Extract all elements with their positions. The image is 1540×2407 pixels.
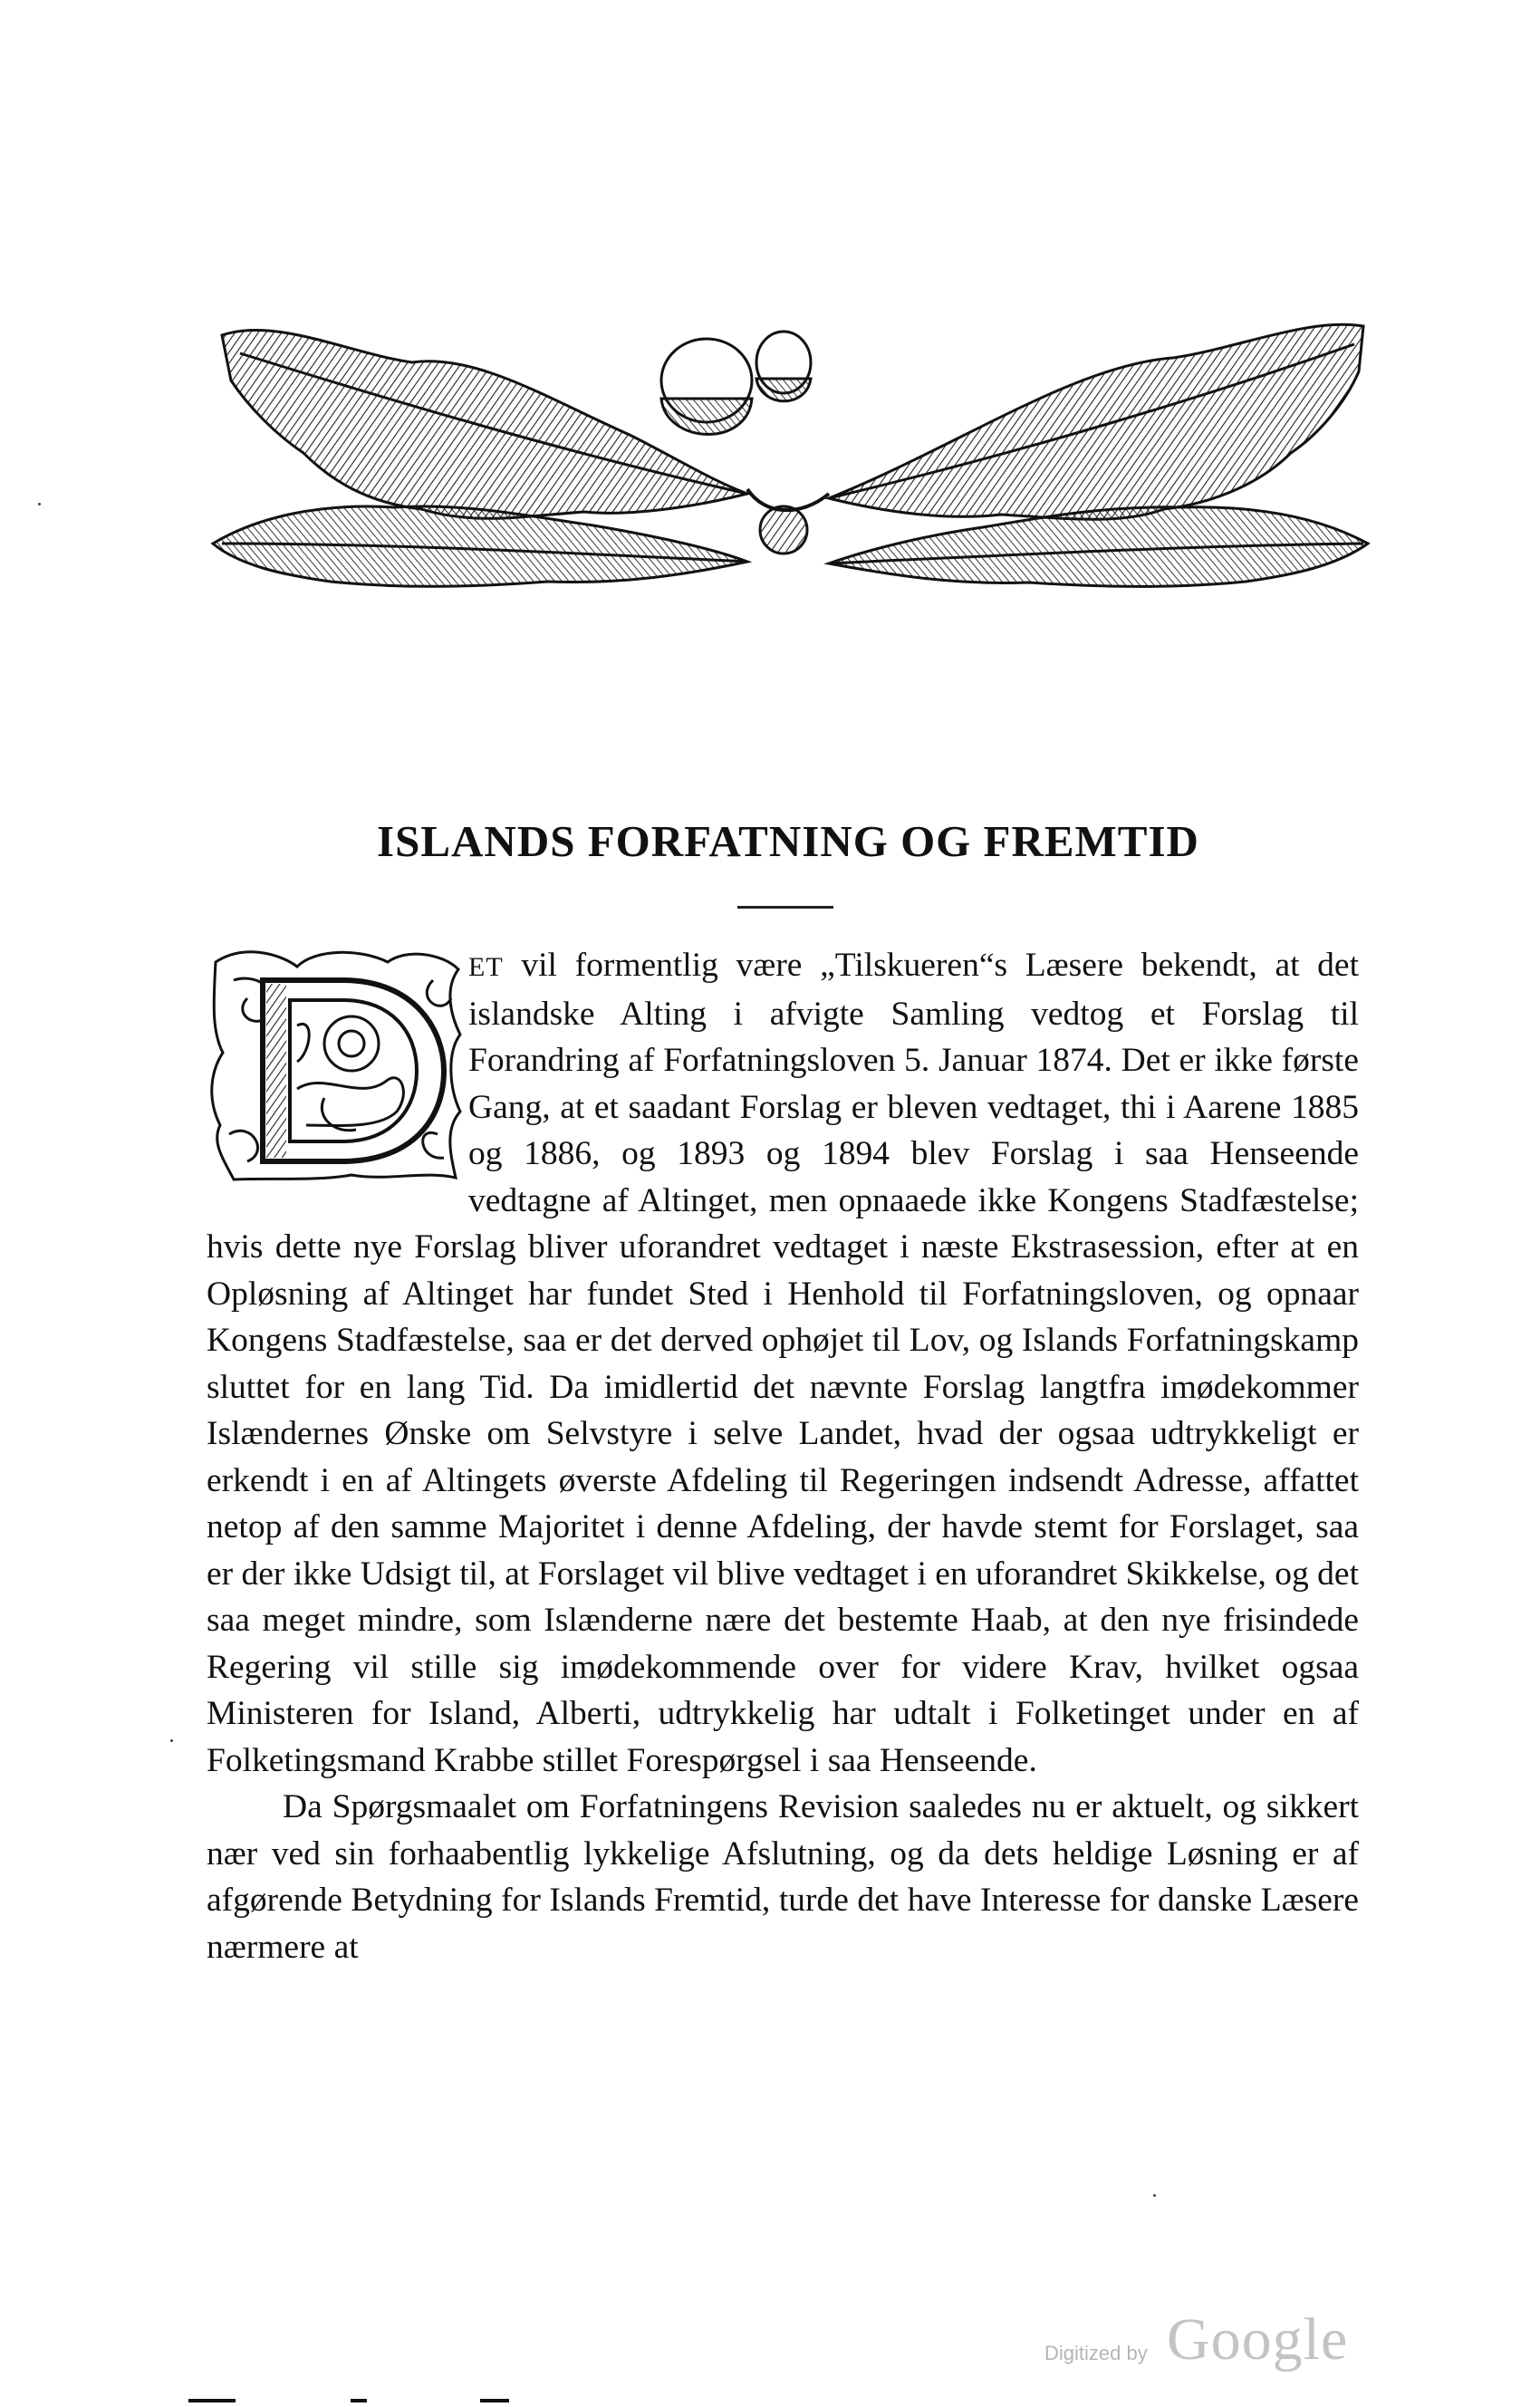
watermark-logo-text: Google (1167, 2306, 1349, 2373)
digitized-watermark (1042, 2306, 1368, 2373)
scan-speck (38, 503, 41, 505)
lead-smallcaps: ET (468, 952, 504, 982)
scan-speck (1153, 2194, 1156, 2197)
scan-speck (170, 1739, 173, 1742)
paragraph-1-text: vil formentlig være „Tilskueren“s Læsere bekendt, at det islandske Alting i afvigte Samling vedtog et Forslag til Forandring af Forfatningsloven 5. Januar 1874. Det er ikke første Gang, at et saadant Forslag er bleven vedtaget, thi i Aarene 1885 og 1886, og 1893 og 1894 blev Forslag i saa Henseende vedtagne af Altinget, men opnaaede ikke Kongens Stadfæstelse; hvis dette nye Forslag bliver uforandret vedtaget i næste Ekstrasession, efter at en Opløsning af Altinget har fundet Sted i Henhold til Forfatningsloven, og opnaar Kongens Stadfæstelse, saa er det derved ophøjet til Lov, og Islands Forfatningskamp sluttet for en lang Tid. Da imidlertid det nævnte Forslag langtfra imødekommer Islændernes Ønske om Selvstyre i selve Landet, hvad der ogsaa udtrykkeligt er erkendt i en af Altingets øverste Afdeling til Regeringen indsendt Adresse, affattet netop af den samme Majoritet i denne Afdeling, der havde stemt for Forslaget, saa er der ikke Udsigt til, at Forslaget vil blive vedtaget i en uforandret Skikkelse, og det saa meget mindre, som Islænderne nære det bestemte Haab, at den nye frisindede Regering vil stille sig imødekommende over for videre Krav, hvilket ogsaa Ministeren for Island, Alberti, udtrykkelig har udtalt i Folketinget under en af Folketingsmand Krabbe stillet Forespørgsel i saa Henseende. (207, 947, 1359, 1779)
oak-leaf-ornament (204, 299, 1372, 598)
title-rule (737, 906, 833, 909)
watermark-small-text: Digitized by (1044, 2342, 1148, 2364)
scan-edge-mark (351, 2399, 367, 2402)
paragraph-2: Da Spørgsmaalet om Forfatningens Revision saaledes nu er aktuelt, og sikkert nær ved sin forhaabentlig lykkelige Afslutning, og da dets heldige Løsning er af afgørende Betydning for Islands Fremtid, turde det have Interesse for danske Læsere nærmere at (207, 1788, 1359, 1966)
scan-edge-mark (480, 2399, 509, 2402)
scan-edge-mark (188, 2399, 236, 2402)
chapter-title: ISLANDS FORFATNING OG FREMTID (377, 816, 1199, 866)
body-text (207, 942, 1359, 1970)
decorated-initial (207, 942, 465, 1189)
drop-cap-ornament (207, 944, 465, 1184)
